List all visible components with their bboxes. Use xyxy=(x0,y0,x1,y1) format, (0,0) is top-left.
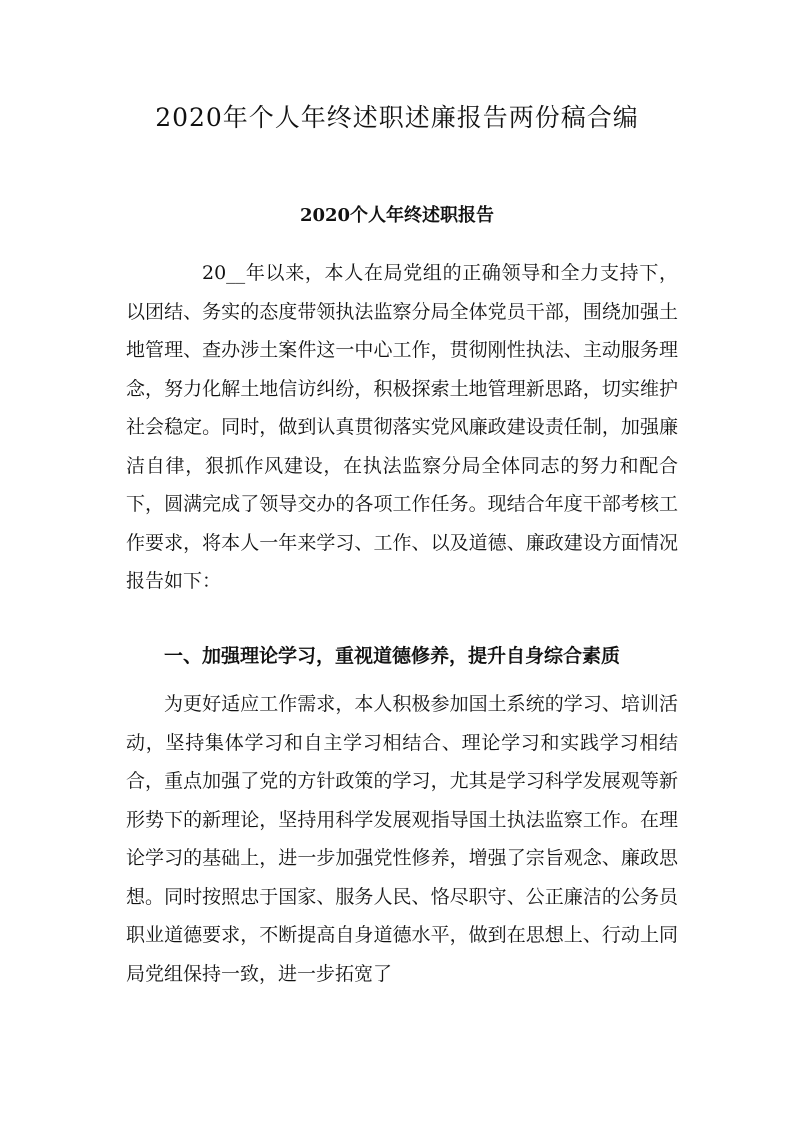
section-title: 2020个人年终述职报告 xyxy=(299,205,495,226)
body-paragraph-2: 为更好适应工作需求，本人积极参加国土系统的学习、培训活动，坚持集体学习和自主学习相结合、理论学习和实践学习相结合，重点加强了党的方针政策的学习，尤其是学习科学发展观等新形势下的新理论，坚持用科学发展观指导国土执法监察工作。在理论学习的基础上，进一步加强党性修养，增强了宗旨观念、廉政思想。同时按照忠于国家、服务人民、恪尽职守、公正廉洁的公务员职业道德要求，不断提高自身道德水平，做到在思想上、行动上同局党组保持一致，进一步拓宽了 xyxy=(126,693,678,985)
body-paragraph-1: 20__年以来，本人在局党组的正确领导和全力支持下，以团结、务实的态度带领执法监察分局全体党员干部，围绕加强土地管理、查办涉土案件这一中心工作，贯彻刚性执法、主动服务理念，努力化解土地信访纠纷，积极探索土地管理新思路，切实维护社会稳定。同时，做到认真贯彻落实党风廉政建设责任制，加强廉洁自律，狠抓作风建设，在执法监察分局全体同志的努力和配合下，圆满完成了领导交办的各项工作任务。现结合年度干部考核工作要求，将本人一年来学习、工作、以及道德、廉政建设方面情况报告如下： xyxy=(126,262,678,592)
section-heading-1: 一、加强理论学习，重视道德修养，提升自身综合素质 xyxy=(164,645,621,667)
document-title: 2020年个人年终述职述廉报告两份稿合编 xyxy=(155,103,639,132)
